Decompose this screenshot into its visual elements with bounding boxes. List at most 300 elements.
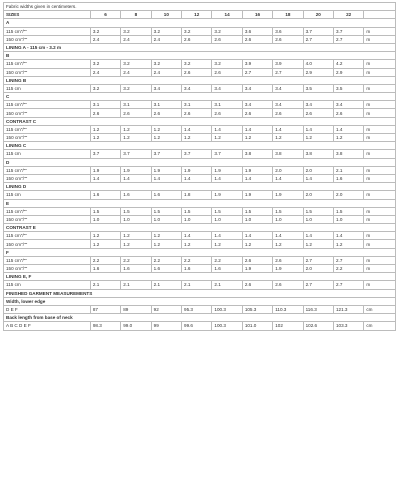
yardage-cell: 1.0 bbox=[90, 215, 120, 223]
yardage-cell: 1.2 bbox=[121, 125, 151, 133]
yardage-cell: 3.2 bbox=[121, 27, 151, 35]
yardage-cell: 2.0 bbox=[303, 191, 333, 199]
size-header: 6 bbox=[90, 11, 120, 19]
yardage-cell: 1.6 bbox=[121, 191, 151, 199]
size-header: 16 bbox=[242, 11, 272, 19]
yardage-cell: 1.4 bbox=[303, 174, 333, 182]
unit-cell: m bbox=[364, 265, 396, 273]
yardage-cell: 3.8 bbox=[242, 150, 272, 158]
yardage-cell: 3.8 bbox=[273, 150, 303, 158]
section-row bbox=[4, 19, 396, 27]
fabric-requirements-table bbox=[3, 2, 396, 331]
yardage-cell: 1.9 bbox=[121, 166, 151, 174]
section-title: LINING D bbox=[4, 183, 396, 191]
yardage-cell: 1.5 bbox=[182, 207, 212, 215]
yardage-cell: 1.9 bbox=[212, 166, 242, 174]
yardage-cell: 3.5 bbox=[333, 84, 363, 92]
yardage-cell: 3.5 bbox=[303, 84, 333, 92]
sizes-label: SIZES bbox=[4, 11, 91, 19]
table-caption: Fabric widths given in centimeters. bbox=[4, 3, 396, 11]
section-row bbox=[4, 52, 396, 60]
yardage-cell: 2.6 bbox=[242, 281, 272, 289]
yardage-cell: 2.6 bbox=[212, 68, 242, 76]
yardage-cell: 4.0 bbox=[303, 60, 333, 68]
yardage-cell: 1.4 bbox=[212, 174, 242, 182]
unit-cell: m bbox=[364, 191, 396, 199]
yardage-cell: 1.4 bbox=[303, 125, 333, 133]
section-row bbox=[4, 273, 396, 281]
yardage-cell: 1.2 bbox=[182, 134, 212, 142]
yardage-cell: 1.6 bbox=[212, 265, 242, 273]
section-row bbox=[4, 297, 396, 305]
section-row bbox=[4, 248, 396, 256]
yardage-cell: 2.6 bbox=[182, 68, 212, 76]
yardage-cell: 3.4 bbox=[273, 101, 303, 109]
yardage-cell: 1.2 bbox=[242, 240, 272, 248]
unit-cell: m bbox=[364, 68, 396, 76]
yardage-cell: 2.6 bbox=[182, 35, 212, 43]
size-header: 12 bbox=[182, 11, 212, 19]
yardage-cell: 3.2 bbox=[121, 60, 151, 68]
yardage-cell: 1.2 bbox=[212, 134, 242, 142]
yardage-cell: 4.2 bbox=[333, 60, 363, 68]
table-row bbox=[4, 191, 396, 199]
section-row bbox=[4, 183, 396, 191]
fabric-width-label: 150 cm"/"" bbox=[4, 215, 91, 223]
unit-cell: m bbox=[364, 109, 396, 117]
section-row bbox=[4, 289, 396, 297]
table-row bbox=[4, 240, 396, 248]
table-row bbox=[4, 256, 396, 264]
yardage-cell: 2.6 bbox=[242, 35, 272, 43]
yardage-cell: 2.6 bbox=[90, 109, 120, 117]
yardage-cell: 1.6 bbox=[151, 191, 181, 199]
yardage-cell: 102.6 bbox=[303, 322, 333, 330]
yardage-cell: 2.9 bbox=[303, 68, 333, 76]
yardage-cell: 3.4 bbox=[182, 84, 212, 92]
yardage-cell: 2.7 bbox=[242, 68, 272, 76]
yardage-cell: 3.4 bbox=[212, 84, 242, 92]
yardage-cell: 1.6 bbox=[151, 265, 181, 273]
table-row bbox=[4, 215, 396, 223]
yardage-cell: 2.1 bbox=[90, 281, 120, 289]
unit-cell: m bbox=[364, 35, 396, 43]
yardage-cell: 2.6 bbox=[273, 256, 303, 264]
yardage-cell: 1.9 bbox=[212, 191, 242, 199]
section-title: Width, lower edge bbox=[4, 297, 396, 305]
fabric-requirements-table-wrapper bbox=[3, 2, 396, 331]
yardage-cell: 1.2 bbox=[303, 134, 333, 142]
table-row bbox=[4, 150, 396, 158]
section-title: LINING E, F bbox=[4, 273, 396, 281]
size-header: 18 bbox=[273, 11, 303, 19]
size-header: 14 bbox=[212, 11, 242, 19]
yardage-cell: 99.6 bbox=[182, 322, 212, 330]
unit-cell: m bbox=[364, 101, 396, 109]
yardage-cell: 1.4 bbox=[212, 125, 242, 133]
yardage-cell: 3.2 bbox=[90, 60, 120, 68]
yardage-cell: 1.4 bbox=[242, 232, 272, 240]
yardage-cell: 3.2 bbox=[182, 27, 212, 35]
yardage-cell: 1.5 bbox=[212, 207, 242, 215]
table-row bbox=[4, 232, 396, 240]
yardage-cell: 3.4 bbox=[242, 84, 272, 92]
yardage-cell: 105.3 bbox=[242, 305, 272, 313]
yardage-cell: 100.3 bbox=[212, 322, 242, 330]
unit-cell: m bbox=[364, 240, 396, 248]
yardage-cell: 1.4 bbox=[303, 232, 333, 240]
yardage-cell: 3.7 bbox=[333, 27, 363, 35]
yardage-cell: 1.2 bbox=[333, 240, 363, 248]
yardage-cell: 1.2 bbox=[121, 134, 151, 142]
table-row bbox=[4, 207, 396, 215]
section-title: LINING B bbox=[4, 76, 396, 84]
unit-cell: m bbox=[364, 215, 396, 223]
unit-cell: cm bbox=[364, 305, 396, 313]
yardage-cell: 1.2 bbox=[242, 134, 272, 142]
yardage-cell: 1.2 bbox=[151, 125, 181, 133]
yardage-cell: 3.9 bbox=[273, 60, 303, 68]
yardage-cell: 1.9 bbox=[242, 191, 272, 199]
section-title: LINING A - 115 cm - 3.2 m bbox=[4, 43, 396, 51]
yardage-cell: 1.4 bbox=[90, 174, 120, 182]
table-row bbox=[4, 84, 396, 92]
yardage-cell: 1.6 bbox=[182, 265, 212, 273]
yardage-cell: 3.4 bbox=[242, 101, 272, 109]
yardage-cell: 2.7 bbox=[273, 68, 303, 76]
yardage-cell: 1.6 bbox=[333, 174, 363, 182]
table-row bbox=[4, 101, 396, 109]
table-row bbox=[4, 166, 396, 174]
yardage-cell: 1.5 bbox=[90, 207, 120, 215]
table-row bbox=[4, 322, 396, 330]
yardage-cell: 2.6 bbox=[121, 109, 151, 117]
fabric-width-label: 115 cm bbox=[4, 150, 91, 158]
yardage-cell: 1.2 bbox=[333, 134, 363, 142]
yardage-cell: 1.5 bbox=[121, 207, 151, 215]
yardage-cell: 1.2 bbox=[151, 240, 181, 248]
yardage-cell: 2.7 bbox=[303, 281, 333, 289]
yardage-cell: 3.8 bbox=[333, 150, 363, 158]
fabric-width-label: 115 cm"/"" bbox=[4, 207, 91, 215]
unit-cell: m bbox=[364, 166, 396, 174]
yardage-cell: 3.2 bbox=[90, 27, 120, 35]
yardage-cell: 1.8 bbox=[182, 191, 212, 199]
fabric-width-label: 115 cm"/"" bbox=[4, 27, 91, 35]
caption-row bbox=[4, 3, 396, 11]
yardage-cell: 3.1 bbox=[212, 101, 242, 109]
fabric-width-label: 115 cm"/"" bbox=[4, 125, 91, 133]
fabric-width-label: A B C D E F bbox=[4, 322, 91, 330]
table-row bbox=[4, 125, 396, 133]
yardage-cell: 2.2 bbox=[333, 265, 363, 273]
yardage-cell: 1.4 bbox=[121, 174, 151, 182]
yardage-cell: 1.4 bbox=[242, 125, 272, 133]
yardage-cell: 101.0 bbox=[242, 322, 272, 330]
yardage-cell: 1.4 bbox=[333, 125, 363, 133]
yardage-cell: 98.3 bbox=[90, 322, 120, 330]
yardage-cell: 1.9 bbox=[242, 166, 272, 174]
yardage-cell: 3.6 bbox=[273, 27, 303, 35]
yardage-cell: 3.4 bbox=[333, 101, 363, 109]
table-row bbox=[4, 109, 396, 117]
fabric-width-label: 115 cm bbox=[4, 191, 91, 199]
table-row bbox=[4, 60, 396, 68]
size-header: 22 bbox=[333, 11, 363, 19]
section-title: LINING C bbox=[4, 142, 396, 150]
section-row bbox=[4, 76, 396, 84]
yardage-cell: 3.4 bbox=[303, 101, 333, 109]
section-title: E bbox=[4, 199, 396, 207]
yardage-cell: 1.5 bbox=[242, 207, 272, 215]
fabric-width-label: 115 cm bbox=[4, 281, 91, 289]
section-title: F bbox=[4, 248, 396, 256]
yardage-cell: 1.4 bbox=[151, 174, 181, 182]
yardage-cell: 1.4 bbox=[242, 174, 272, 182]
yardage-cell: 2.6 bbox=[273, 281, 303, 289]
yardage-cell: 3.2 bbox=[151, 27, 181, 35]
yardage-cell: 1.0 bbox=[242, 215, 272, 223]
yardage-cell: 1.5 bbox=[303, 207, 333, 215]
size-header: 8 bbox=[121, 11, 151, 19]
yardage-cell: 2.6 bbox=[212, 109, 242, 117]
yardage-cell: 2.6 bbox=[333, 109, 363, 117]
yardage-cell: 2.6 bbox=[273, 109, 303, 117]
yardage-cell: 1.9 bbox=[273, 191, 303, 199]
yardage-cell: 1.9 bbox=[151, 166, 181, 174]
fabric-width-label: D E F bbox=[4, 305, 91, 313]
section-title: C bbox=[4, 93, 396, 101]
fabric-width-label: 150 cm"/"" bbox=[4, 35, 91, 43]
section-title: Back length from base of neck bbox=[4, 314, 396, 322]
yardage-cell: 1.2 bbox=[90, 232, 120, 240]
yardage-cell: 1.0 bbox=[151, 215, 181, 223]
yardage-cell: 1.2 bbox=[90, 134, 120, 142]
yardage-cell: 3.4 bbox=[151, 84, 181, 92]
yardage-cell: 3.7 bbox=[303, 27, 333, 35]
yardage-cell: 2.1 bbox=[212, 281, 242, 289]
yardage-cell: 2.7 bbox=[333, 256, 363, 264]
yardage-cell: 1.5 bbox=[151, 207, 181, 215]
yardage-cell: 1.2 bbox=[90, 125, 120, 133]
yardage-cell: 1.6 bbox=[90, 265, 120, 273]
fabric-width-label: 150 cm"/"" bbox=[4, 174, 91, 182]
yardage-cell: 2.4 bbox=[151, 35, 181, 43]
yardage-cell: 2.6 bbox=[242, 256, 272, 264]
yardage-cell: 2.1 bbox=[121, 281, 151, 289]
yardage-cell: 2.2 bbox=[182, 256, 212, 264]
yardage-cell: 2.0 bbox=[273, 166, 303, 174]
fabric-width-label: 115 cm"/"" bbox=[4, 232, 91, 240]
yardage-cell: 121.3 bbox=[333, 305, 363, 313]
yardage-cell: 87 bbox=[90, 305, 120, 313]
unit-cell: m bbox=[364, 60, 396, 68]
section-title: A bbox=[4, 19, 396, 27]
yardage-cell: 92 bbox=[151, 305, 181, 313]
yardage-cell: 1.0 bbox=[182, 215, 212, 223]
fabric-width-label: 115 cm"/"" bbox=[4, 60, 91, 68]
yardage-cell: 3.4 bbox=[273, 84, 303, 92]
yardage-cell: 1.2 bbox=[151, 134, 181, 142]
yardage-cell: 3.1 bbox=[121, 101, 151, 109]
section-row bbox=[4, 93, 396, 101]
yardage-cell: 3.6 bbox=[242, 27, 272, 35]
fabric-width-label: 115 cm"/"" bbox=[4, 166, 91, 174]
table-row bbox=[4, 134, 396, 142]
yardage-cell: 3.9 bbox=[242, 60, 272, 68]
yardage-cell: 2.6 bbox=[182, 109, 212, 117]
yardage-cell: 2.2 bbox=[212, 256, 242, 264]
yardage-cell: 3.7 bbox=[90, 150, 120, 158]
yardage-cell: 3.2 bbox=[212, 27, 242, 35]
yardage-cell: 1.2 bbox=[273, 240, 303, 248]
yardage-cell: 3.2 bbox=[121, 84, 151, 92]
table-row bbox=[4, 305, 396, 313]
unit-cell: m bbox=[364, 125, 396, 133]
table-row bbox=[4, 27, 396, 35]
yardage-cell: 2.7 bbox=[303, 35, 333, 43]
section-row bbox=[4, 117, 396, 125]
section-row bbox=[4, 142, 396, 150]
yardage-cell: 1.9 bbox=[242, 265, 272, 273]
yardage-cell: 3.7 bbox=[151, 150, 181, 158]
yardage-cell: 100.3 bbox=[212, 305, 242, 313]
yardage-cell: 1.0 bbox=[303, 215, 333, 223]
size-header: 10 bbox=[151, 11, 181, 19]
yardage-cell: 102 bbox=[273, 322, 303, 330]
yardage-cell: 1.2 bbox=[121, 240, 151, 248]
yardage-cell: 2.6 bbox=[212, 35, 242, 43]
yardage-cell: 110.3 bbox=[273, 305, 303, 313]
yardage-cell: 2.0 bbox=[303, 166, 333, 174]
yardage-cell: 2.2 bbox=[90, 256, 120, 264]
section-row bbox=[4, 43, 396, 51]
yardage-cell: 1.9 bbox=[273, 265, 303, 273]
section-row bbox=[4, 314, 396, 322]
fabric-width-label: 115 cm"/"" bbox=[4, 101, 91, 109]
fabric-width-label: 150 cm"/"" bbox=[4, 68, 91, 76]
size-header: 20 bbox=[303, 11, 333, 19]
unit-header bbox=[364, 11, 396, 19]
table-row bbox=[4, 68, 396, 76]
unit-cell: m bbox=[364, 174, 396, 182]
yardage-cell: 1.9 bbox=[182, 166, 212, 174]
yardage-cell: 2.0 bbox=[333, 191, 363, 199]
yardage-cell: 1.4 bbox=[273, 232, 303, 240]
yardage-cell: 3.2 bbox=[90, 84, 120, 92]
yardage-cell: 3.1 bbox=[182, 101, 212, 109]
yardage-cell: 103.3 bbox=[333, 322, 363, 330]
yardage-cell: 2.1 bbox=[182, 281, 212, 289]
yardage-cell: 2.4 bbox=[90, 68, 120, 76]
yardage-cell: 1.4 bbox=[182, 174, 212, 182]
yardage-cell: 2.9 bbox=[333, 68, 363, 76]
yardage-cell: 2.6 bbox=[303, 109, 333, 117]
unit-cell: m bbox=[364, 281, 396, 289]
yardage-cell: 1.4 bbox=[273, 125, 303, 133]
unit-cell: m bbox=[364, 27, 396, 35]
yardage-cell: 1.5 bbox=[273, 207, 303, 215]
section-row bbox=[4, 224, 396, 232]
yardage-cell: 1.2 bbox=[273, 134, 303, 142]
yardage-cell: 1.2 bbox=[151, 232, 181, 240]
unit-cell: m bbox=[364, 207, 396, 215]
yardage-cell: 2.4 bbox=[90, 35, 120, 43]
table-row bbox=[4, 35, 396, 43]
unit-cell: m bbox=[364, 134, 396, 142]
yardage-cell: 2.6 bbox=[242, 109, 272, 117]
yardage-cell: 1.4 bbox=[212, 232, 242, 240]
yardage-cell: 116.3 bbox=[303, 305, 333, 313]
yardage-cell: 2.4 bbox=[121, 68, 151, 76]
yardage-cell: 1.4 bbox=[273, 174, 303, 182]
section-row bbox=[4, 158, 396, 166]
yardage-cell: 1.2 bbox=[121, 232, 151, 240]
yardage-cell: 2.1 bbox=[333, 166, 363, 174]
yardage-cell: 2.6 bbox=[273, 35, 303, 43]
yardage-cell: 3.7 bbox=[212, 150, 242, 158]
yardage-cell: 89 bbox=[121, 305, 151, 313]
yardage-cell: 1.0 bbox=[333, 215, 363, 223]
yardage-cell: 2.0 bbox=[303, 265, 333, 273]
yardage-cell: 2.7 bbox=[303, 256, 333, 264]
section-title: B bbox=[4, 52, 396, 60]
yardage-cell: 1.0 bbox=[121, 215, 151, 223]
yardage-cell: 2.7 bbox=[333, 35, 363, 43]
yardage-cell: 2.2 bbox=[151, 256, 181, 264]
yardage-cell: 2.1 bbox=[151, 281, 181, 289]
section-row bbox=[4, 199, 396, 207]
unit-cell: m bbox=[364, 232, 396, 240]
yardage-cell: 1.0 bbox=[212, 215, 242, 223]
fabric-width-label: 150 cm"/"" bbox=[4, 265, 91, 273]
fabric-width-label: 150 cm"/"" bbox=[4, 240, 91, 248]
fabric-width-label: 150 cm"/"" bbox=[4, 134, 91, 142]
yardage-cell: 3.2 bbox=[151, 60, 181, 68]
sizes-header-row bbox=[4, 11, 396, 19]
table-row bbox=[4, 265, 396, 273]
table-row bbox=[4, 281, 396, 289]
yardage-cell: 3.8 bbox=[303, 150, 333, 158]
yardage-cell: 1.4 bbox=[182, 232, 212, 240]
section-title: FINISHED GARMENT MEASUREMENTS bbox=[4, 289, 396, 297]
fabric-width-label: 115 cm bbox=[4, 84, 91, 92]
yardage-cell: 1.6 bbox=[121, 265, 151, 273]
yardage-cell: 3.2 bbox=[182, 60, 212, 68]
yardage-cell: 1.2 bbox=[90, 240, 120, 248]
section-title: CONTRAST E bbox=[4, 224, 396, 232]
yardage-cell: 3.1 bbox=[90, 101, 120, 109]
yardage-cell: 1.0 bbox=[273, 215, 303, 223]
yardage-cell: 2.4 bbox=[121, 35, 151, 43]
unit-cell: m bbox=[364, 256, 396, 264]
unit-cell: cm bbox=[364, 322, 396, 330]
unit-cell: m bbox=[364, 84, 396, 92]
yardage-cell: 3.7 bbox=[121, 150, 151, 158]
yardage-cell: 3.1 bbox=[151, 101, 181, 109]
yardage-cell: 3.7 bbox=[182, 150, 212, 158]
yardage-cell: 1.5 bbox=[333, 207, 363, 215]
yardage-cell: 95.3 bbox=[182, 305, 212, 313]
yardage-cell: 1.6 bbox=[90, 191, 120, 199]
table-row bbox=[4, 174, 396, 182]
fabric-width-label: 115 cm"/"" bbox=[4, 256, 91, 264]
yardage-cell: 99 bbox=[151, 322, 181, 330]
fabric-width-label: 150 cm"/"" bbox=[4, 109, 91, 117]
yardage-cell: 1.2 bbox=[212, 240, 242, 248]
yardage-cell: 1.2 bbox=[303, 240, 333, 248]
yardage-cell: 2.2 bbox=[121, 256, 151, 264]
